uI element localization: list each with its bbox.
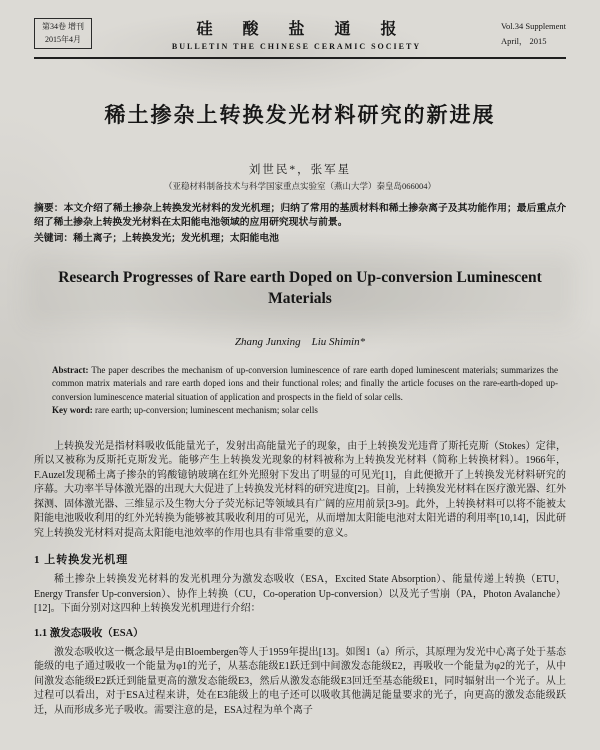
issue-date-cn: 2015年4月 [45,34,81,44]
section-1-paragraph: 稀土掺杂上转换发光材料的发光机理分为激发态吸收（ESA，Excited State Absorption）、能量传递上转换（ETU，Energy Transfer Up-conversion）、协作上转换（CU，Co-operation Up-conversion）以及光子雪崩（PA，Photon Avalanche）[12]。下面分别对这四种上转换发光机理进行介绍： [34,574,566,615]
keywords-label-en: Key word: [52,405,93,416]
issue-volume-en: Vol.34 Supplement [500,21,566,32]
intro-paragraph: 上转换发光是指材料吸收低能量光子，发射出高能量光子的现象，由于上转换发光违背了斯托克斯（Stokes）定律，所以又被称为反斯托克斯发光。能够产生上转换发光现象的材料被称为上转换发光材料（简称上转换材料）。1966年，F.Auzel发现稀土离子掺杂的钨酸镱钠玻璃在红外光照射下发出了明显的可见光[1]，自此便掀开了上转换发光材料研究的序幕。大功率半导体激光器的出现大大促进了上转换发光材料的研究进度[2]。目前，上转换发光材料在医疗激光器、红外探测、固体激光器、三维显示及生物大分子荧光标记等领域具有广阔的应用前景[3-9]。此外，上转换材料可以将不能被太阳能电池吸收利用的红外光转换为能够被其吸收利用的可见光，从而增加太阳能电池对太阳光谱的利用率[10,14]，因此研究上转换发光材料对提高太阳能电池效率的作用也具有非常重要的意义。 [34,440,566,539]
header-divider [34,57,566,59]
issue-date-en: April， 2015 [500,35,547,46]
abstract-label-cn: 摘要： [34,203,64,214]
section-1-1-paragraph: 激发态吸收这一概念最早是由Bloembergen等人于1959年提出[13]。如图1（a）所示，其原理为发光中心离子处于基态能级的电子通过吸收一个能量为φ1的光子，从基态能级E1跃迁到中间激发态能级E2，再吸收一个能量为φ2的光子，从中间激发态能级E2跃迁到能量更高的激发态能级E3，然后从激发态能级E3回迁至基态能级E1，同时辐射出一个光子。从上过程可以看出，对于ESA过程来讲，处在E3能级上的电子还可以吸收其他满足能量要求的光子，向更高的激发态能级跃迁，从而形成多光子吸收。需要注意的是，ESA过程为单个离子 [34,646,566,716]
keywords-text-cn: 稀土离子；上转换发光；发光机理；太阳能电池 [73,232,279,244]
keywords-cn [34,232,566,246]
abstract-text-en: The paper describes the mechanism of up-conversion luminescence of rare earth doped luminescent materials; summarizes the common matrix materials and rare earth doped ions and their functional roles; and finally the article focuses on the rare-earth-doped up-conversion luminescence material situation of application and prospects in the field of solar cells. [52,364,558,402]
abstract-en [52,364,558,405]
journal-title-cn: 硅 酸 盐 通 报 [196,21,410,38]
section-1-1-heading: 1.1 激发态吸收（ESA） [34,627,144,639]
section-1-heading: 1 上转换发光机理 [34,554,129,567]
keywords-label-cn: 关键词： [34,232,74,244]
abstract-label-en: Abstract: [52,364,89,375]
article-title-cn: 稀土掺杂上转换发光材料研究的新进展 [104,103,496,127]
abstract-text-cn: 本文介绍了稀土掺杂上转换发光材料的发光机理；归纳了常用的基质材料和稀土掺杂离子及其功能作用；最后重点介绍了稀土掺杂上转换发光材料在太阳能电池领域的应用研究现状与前景。 [34,203,567,228]
issue-volume-en-block [501,19,566,48]
authors-cn: 刘世民*，张军星 [248,164,352,176]
keywords-en [52,404,558,418]
abstract-cn [34,202,566,230]
article-title-en: Research Progresses of Rare earth Doped on Up-conversion Luminescent Materials [40,268,560,310]
journal-title-block [92,16,501,51]
issue-volume-box [34,18,92,50]
affiliation-cn: （亚稳材料制备技术与科学国家重点实验室（燕山大学）秦皇岛066004） [163,181,436,191]
authors-en: Zhang Junxing Liu Shimin* [234,335,366,348]
journal-header [34,16,566,51]
journal-title-en: BULLETIN THE CHINESE CERAMIC SOCIETY [171,42,422,51]
issue-volume-cn: 第34卷 增刊 [42,21,84,31]
keywords-text-en: rare earth; up-conversion; luminescent mechanism; solar cells [92,405,318,416]
